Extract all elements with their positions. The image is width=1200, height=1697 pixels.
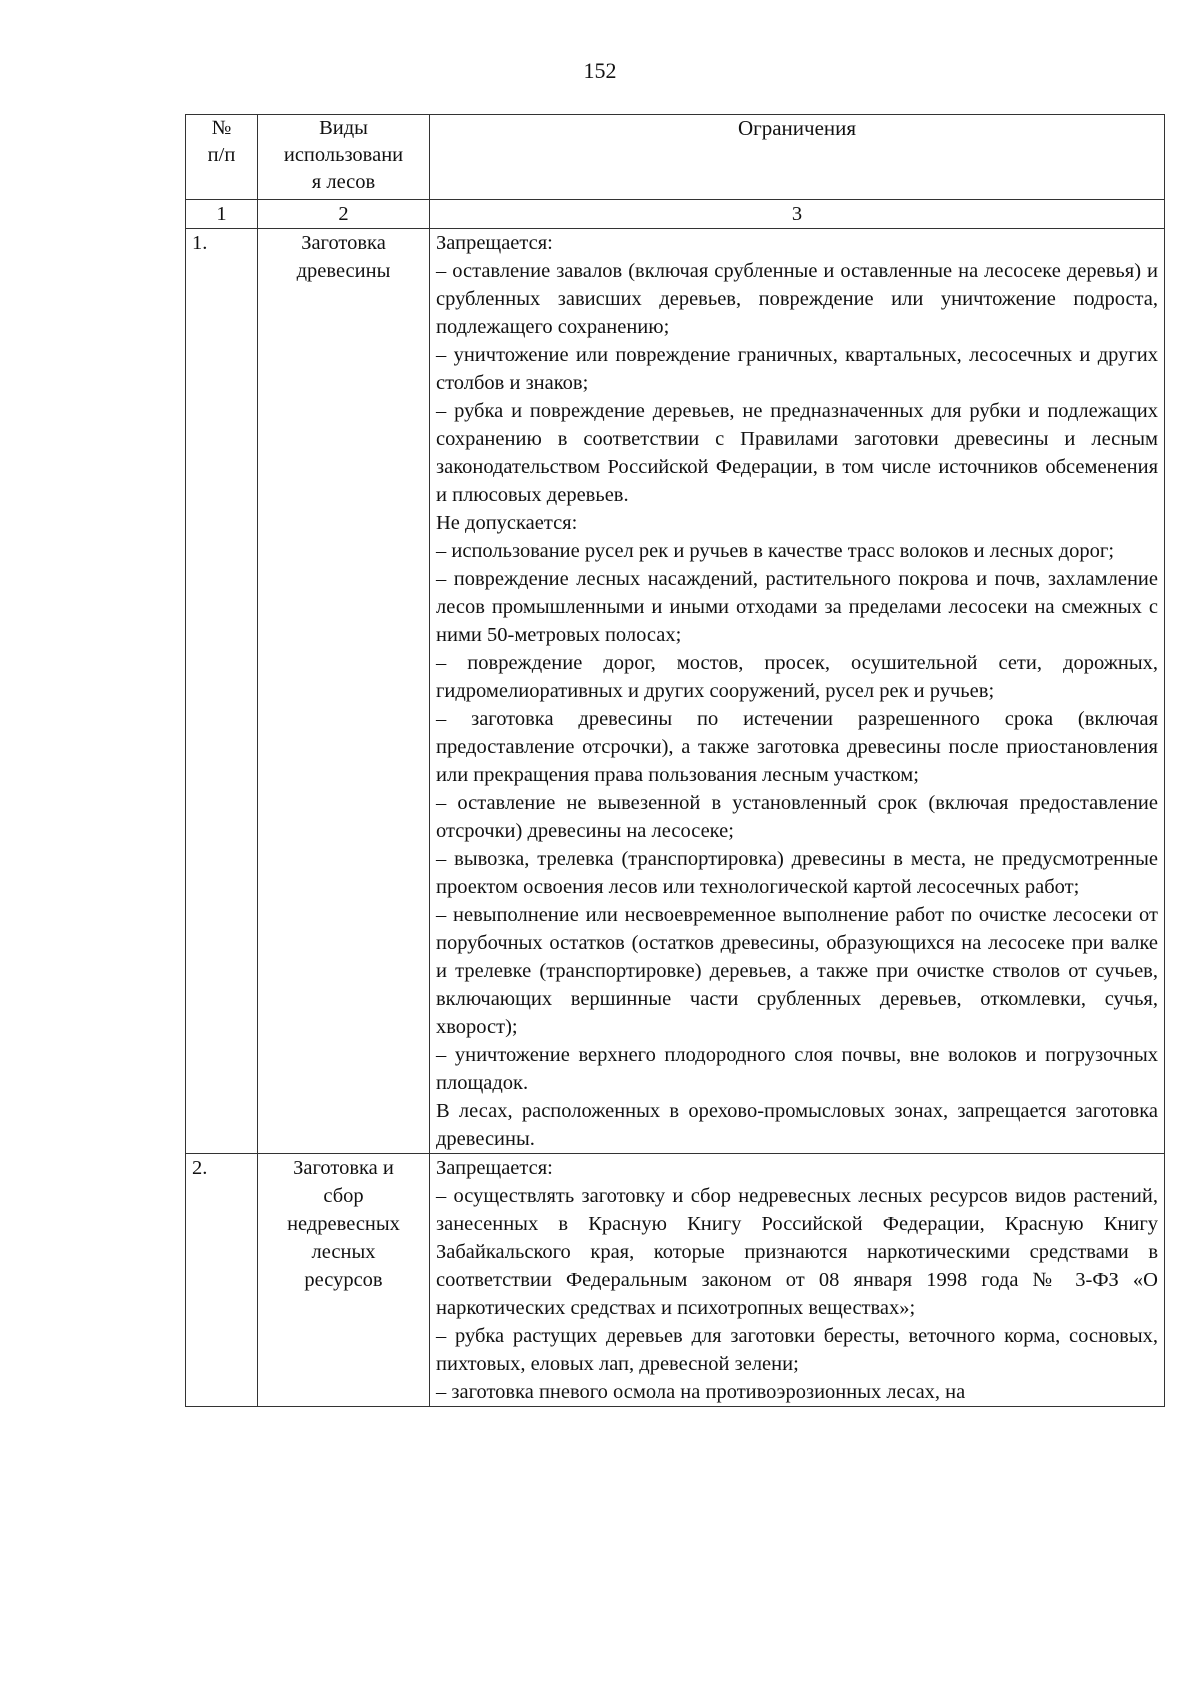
header-number [186, 115, 258, 200]
table-row [186, 1154, 1165, 1407]
restriction-paragraph: – осуществлять заготовку и сбор недревесных лесных ресурсов видов растений, занесенных в Красную Книгу Российской Федерации, Красную Книгу Забайкальского края, которые признаются наркотическими средствами в соответствии Федеральным законом от 08 января 1998 года № 3-ФЗ «О наркотических средствах и психотропных веществах»; [436, 1185, 1158, 1319]
type-line: Заготовка и [293, 1157, 394, 1179]
restrictions-table [185, 114, 1165, 1407]
restriction-paragraph: – повреждение лесных насаждений, растительного покрова и почв, захламление лесов промышленными и иными отходами за пределами лесосеки на смежных с ними 50-метровых полосах; [436, 568, 1158, 646]
type-line: ресурсов [304, 1269, 383, 1291]
page-number: 152 [583, 58, 617, 83]
restriction-paragraph: – оставление не вывезенной в установленный срок (включая предоставление отсрочки) древесины на лесосеке; [436, 792, 1158, 842]
table-row [186, 229, 1165, 1154]
index-cell: 3 [430, 200, 1165, 229]
header-restrictions: Ограничения [430, 115, 1165, 200]
type-line: Заготовка [301, 232, 386, 254]
restriction-paragraph: – рубка растущих деревьев для заготовки бересты, веточного корма, сосновых, пихтовых, еловых лап, древесной зелени; [436, 1325, 1158, 1375]
type-line: древесины [296, 260, 391, 282]
header-number-line: № [211, 117, 232, 139]
table-index-row [186, 200, 1165, 229]
restriction-paragraph: – уничтожение или повреждение граничных, квартальных, лесосечных и других столбов и знаков; [436, 344, 1158, 394]
restriction-paragraph: – оставление завалов (включая срубленные и оставленные на лесосеке деревья) и срубленных зависших деревьев, повреждение или уничтожение подроста, подлежащего сохранению; [436, 260, 1158, 338]
restriction-paragraph: – вывозка, трелевка (транспортировка) древесины в места, не предусмотренные проектом освоения лесов или технологической картой лесосечных работ; [436, 848, 1158, 898]
restriction-paragraph: – уничтожение верхнего плодородного слоя почвы, вне волоков и погрузочных площадок. [436, 1044, 1158, 1094]
row-restrictions [430, 1154, 1165, 1407]
restriction-paragraph: В лесах, расположенных в орехово-промысловых зонах, запрещается заготовка древесины. [436, 1100, 1158, 1150]
restriction-paragraph: – рубка и повреждение деревьев, не предназначенных для рубки и подлежащих сохранению в соответствии с Правилами заготовки древесины и лесным законодательством Российской Федерации, в том числе источников обсеменения и плюсовых деревьев. [436, 400, 1158, 506]
row-forest-use-type [258, 1154, 430, 1407]
row-number: 1. [186, 229, 258, 1154]
header-number-line: п/п [207, 144, 236, 166]
header-type-line: Виды [319, 117, 368, 139]
row-forest-use-type [258, 229, 430, 1154]
header-forest-use-type [258, 115, 430, 200]
header-type-line: использовани [283, 144, 404, 166]
row-number: 2. [186, 1154, 258, 1407]
type-line: сбор [323, 1185, 364, 1207]
type-line: лесных [311, 1241, 376, 1263]
table-header-row [186, 115, 1165, 200]
index-cell: 2 [258, 200, 430, 229]
restriction-paragraph: Запрещается: [436, 1157, 553, 1179]
restriction-paragraph: – заготовка пневого осмола на противоэрозионных лесах, на [436, 1381, 966, 1403]
restriction-paragraph: – повреждение дорог, мостов, просек, осушительной сети, дорожных, гидромелиоративных и других сооружений, русел рек и ручьев; [436, 652, 1158, 702]
row-restrictions [430, 229, 1165, 1154]
type-line: недревесных [287, 1213, 400, 1235]
restriction-paragraph: – заготовка древесины по истечении разрешенного срока (включая предоставление отсрочки), а также заготовка древесины после приостановления или прекращения права пользования лесным участком; [436, 708, 1158, 786]
restriction-paragraph: – невыполнение или несвоевременное выполнение работ по очистке лесосеки от порубочных остатков (остатков древесины, образующихся на лесосеке при валке и трелевке (транспортировке) деревьев, а также при очистке стволов от сучьев, включающих вершинные части срубленных деревьев, откомлевки, сучья, хворост); [436, 904, 1158, 1038]
restriction-paragraph: Не допускается: [436, 512, 578, 534]
restriction-paragraph: – использование русел рек и ручьев в качестве трасс волоков и лесных дорог; [436, 540, 1115, 562]
index-cell: 1 [186, 200, 258, 229]
header-type-line: я лесов [311, 171, 376, 193]
restriction-paragraph: Запрещается: [436, 232, 553, 254]
